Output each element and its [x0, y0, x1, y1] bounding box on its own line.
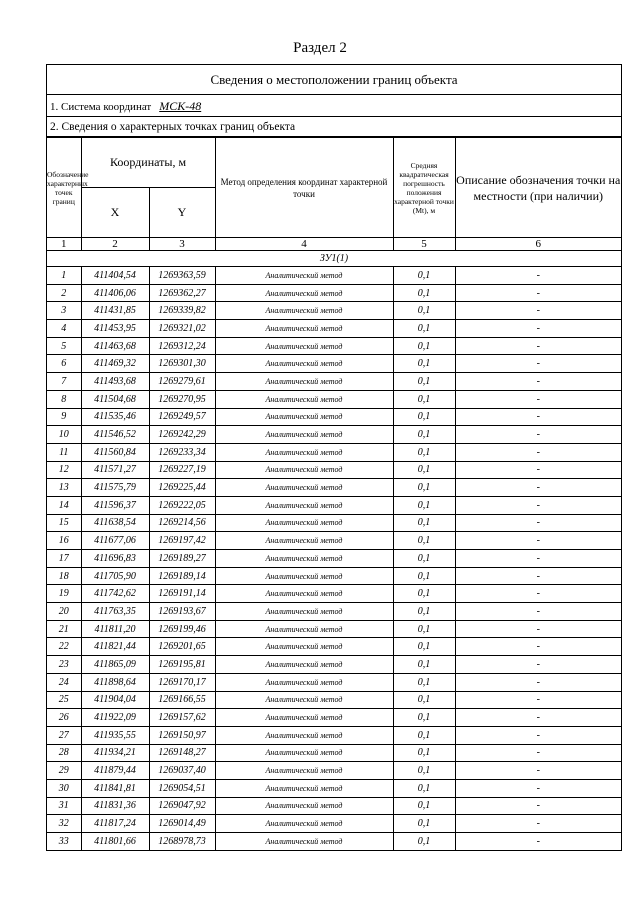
coord-y: 1269363,59	[149, 267, 215, 285]
description-cell: -	[455, 496, 621, 514]
description-cell: -	[455, 390, 621, 408]
method-cell: Аналитический метод	[215, 373, 393, 391]
method-cell: Аналитический метод	[215, 496, 393, 514]
error-cell: 0,1	[393, 673, 455, 691]
column-number: 1	[47, 238, 81, 251]
error-cell: 0,1	[393, 461, 455, 479]
column-number: 3	[149, 238, 215, 251]
point-number: 23	[47, 656, 81, 674]
description-cell: -	[455, 833, 621, 850]
description-cell: -	[455, 302, 621, 320]
coord-x: 411811,20	[81, 620, 149, 638]
coord-y: 1269339,82	[149, 302, 215, 320]
point-number: 2	[47, 284, 81, 302]
point-number: 17	[47, 550, 81, 568]
point-number: 9	[47, 408, 81, 426]
coord-x: 411696,83	[81, 550, 149, 568]
points-table	[47, 137, 621, 850]
column-numbers-row	[47, 238, 621, 251]
coordinate-system-value: МСК-48	[159, 99, 202, 113]
method-cell: Аналитический метод	[215, 709, 393, 727]
description-cell: -	[455, 479, 621, 497]
method-cell: Аналитический метод	[215, 833, 393, 850]
description-cell: -	[455, 550, 621, 568]
error-cell: 0,1	[393, 532, 455, 550]
coord-x: 411705,90	[81, 567, 149, 585]
coord-y: 1269197,42	[149, 532, 215, 550]
header-description: Описание обозначения точки на местности (при наличии)	[455, 138, 621, 238]
group-label: ЗУ1(1)	[47, 251, 621, 267]
coord-x: 411817,24	[81, 815, 149, 833]
point-number: 8	[47, 390, 81, 408]
description-cell: -	[455, 638, 621, 656]
points-section-title: 2. Сведения о характерных точках границ объекта	[47, 117, 621, 137]
document-title: Сведения о местоположении границ объекта	[47, 65, 621, 95]
coord-x: 411463,68	[81, 337, 149, 355]
coord-y: 1269150,97	[149, 726, 215, 744]
coord-y: 1269249,57	[149, 408, 215, 426]
point-number: 33	[47, 833, 81, 850]
description-cell: -	[455, 797, 621, 815]
error-cell: 0,1	[393, 373, 455, 391]
method-cell: Аналитический метод	[215, 408, 393, 426]
method-cell: Аналитический метод	[215, 797, 393, 815]
table-row	[47, 797, 621, 815]
header-coordinates: Координаты, м	[81, 138, 215, 188]
table-row	[47, 620, 621, 638]
description-cell: -	[455, 320, 621, 338]
point-number: 13	[47, 479, 81, 497]
coord-y: 1269201,65	[149, 638, 215, 656]
table-row	[47, 726, 621, 744]
error-cell: 0,1	[393, 797, 455, 815]
point-number: 31	[47, 797, 81, 815]
point-number: 6	[47, 355, 81, 373]
coord-x: 411560,84	[81, 443, 149, 461]
method-cell: Аналитический метод	[215, 390, 393, 408]
description-cell: -	[455, 355, 621, 373]
coord-x: 411404,54	[81, 267, 149, 285]
coord-x: 411571,27	[81, 461, 149, 479]
table-row	[47, 267, 621, 285]
coord-y: 1269170,17	[149, 673, 215, 691]
error-cell: 0,1	[393, 744, 455, 762]
description-cell: -	[455, 744, 621, 762]
method-cell: Аналитический метод	[215, 726, 393, 744]
header-method: Метод определения координат характерной точки	[215, 138, 393, 238]
description-cell: -	[455, 532, 621, 550]
table-row	[47, 461, 621, 479]
method-cell: Аналитический метод	[215, 461, 393, 479]
point-number: 20	[47, 603, 81, 621]
table-row	[47, 302, 621, 320]
coord-y: 1269148,27	[149, 744, 215, 762]
coord-y: 1269157,62	[149, 709, 215, 727]
point-number: 5	[47, 337, 81, 355]
coord-x: 411763,35	[81, 603, 149, 621]
coord-y: 1269166,55	[149, 691, 215, 709]
column-number: 2	[81, 238, 149, 251]
coord-y: 1269191,14	[149, 585, 215, 603]
method-cell: Аналитический метод	[215, 267, 393, 285]
point-number: 26	[47, 709, 81, 727]
description-cell: -	[455, 815, 621, 833]
method-cell: Аналитический метод	[215, 603, 393, 621]
section-title: Раздел 2	[293, 40, 347, 56]
point-number: 21	[47, 620, 81, 638]
coord-y: 1269362,27	[149, 284, 215, 302]
error-cell: 0,1	[393, 355, 455, 373]
coord-x: 411879,44	[81, 762, 149, 780]
point-number: 7	[47, 373, 81, 391]
coord-y: 1269189,14	[149, 567, 215, 585]
coord-y: 1269199,46	[149, 620, 215, 638]
point-number: 22	[47, 638, 81, 656]
coord-x: 411801,66	[81, 833, 149, 850]
method-cell: Аналитический метод	[215, 638, 393, 656]
method-cell: Аналитический метод	[215, 443, 393, 461]
point-number: 11	[47, 443, 81, 461]
table-row	[47, 638, 621, 656]
table-row	[47, 762, 621, 780]
coord-x: 411898,64	[81, 673, 149, 691]
table-row	[47, 390, 621, 408]
point-number: 14	[47, 496, 81, 514]
method-cell: Аналитический метод	[215, 815, 393, 833]
coord-x: 411935,55	[81, 726, 149, 744]
point-number: 19	[47, 585, 81, 603]
table-row	[47, 567, 621, 585]
point-number: 16	[47, 532, 81, 550]
table-row	[47, 585, 621, 603]
description-cell: -	[455, 691, 621, 709]
coord-x: 411469,32	[81, 355, 149, 373]
boundary-document	[46, 64, 622, 851]
description-cell: -	[455, 603, 621, 621]
description-cell: -	[455, 673, 621, 691]
coord-y: 1269189,27	[149, 550, 215, 568]
table-row	[47, 779, 621, 797]
table-row	[47, 815, 621, 833]
method-cell: Аналитический метод	[215, 479, 393, 497]
method-cell: Аналитический метод	[215, 355, 393, 373]
method-cell: Аналитический метод	[215, 514, 393, 532]
error-cell: 0,1	[393, 550, 455, 568]
table-row	[47, 373, 621, 391]
point-number: 24	[47, 673, 81, 691]
table-row	[47, 479, 621, 497]
point-number: 27	[47, 726, 81, 744]
coord-x: 411742,62	[81, 585, 149, 603]
coord-y: 1269014,49	[149, 815, 215, 833]
point-number: 15	[47, 514, 81, 532]
method-cell: Аналитический метод	[215, 284, 393, 302]
coordinate-system-line	[47, 95, 621, 117]
group-row	[47, 251, 621, 267]
point-number: 32	[47, 815, 81, 833]
column-number: 6	[455, 238, 621, 251]
table-row	[47, 355, 621, 373]
header-error: Средняя квадратическая погрешность положения характерной точки (Mt), м	[393, 138, 455, 238]
coord-y: 1269312,24	[149, 337, 215, 355]
table-row	[47, 744, 621, 762]
description-cell: -	[455, 267, 621, 285]
table-row	[47, 426, 621, 444]
description-cell: -	[455, 408, 621, 426]
method-cell: Аналитический метод	[215, 620, 393, 638]
column-number: 4	[215, 238, 393, 251]
error-cell: 0,1	[393, 426, 455, 444]
coord-x: 411922,09	[81, 709, 149, 727]
coord-x: 411934,21	[81, 744, 149, 762]
table-row	[47, 603, 621, 621]
description-cell: -	[455, 461, 621, 479]
error-cell: 0,1	[393, 638, 455, 656]
error-cell: 0,1	[393, 267, 455, 285]
coord-y: 1269222,05	[149, 496, 215, 514]
method-cell: Аналитический метод	[215, 673, 393, 691]
description-cell: -	[455, 656, 621, 674]
description-cell: -	[455, 779, 621, 797]
coordinate-system-label: 1. Система координат	[50, 101, 152, 113]
method-cell: Аналитический метод	[215, 532, 393, 550]
coord-x: 411546,52	[81, 426, 149, 444]
error-cell: 0,1	[393, 833, 455, 850]
coord-y: 1269047,92	[149, 797, 215, 815]
point-number: 3	[47, 302, 81, 320]
point-number: 28	[47, 744, 81, 762]
point-number: 1	[47, 267, 81, 285]
coord-x: 411504,68	[81, 390, 149, 408]
error-cell: 0,1	[393, 284, 455, 302]
coord-x: 411677,06	[81, 532, 149, 550]
error-cell: 0,1	[393, 620, 455, 638]
coord-y: 1269054,51	[149, 779, 215, 797]
description-cell: -	[455, 373, 621, 391]
coord-y: 1269233,34	[149, 443, 215, 461]
table-row	[47, 337, 621, 355]
table-row	[47, 833, 621, 850]
error-cell: 0,1	[393, 815, 455, 833]
coord-y: 1269321,02	[149, 320, 215, 338]
coord-x: 411841,81	[81, 779, 149, 797]
error-cell: 0,1	[393, 514, 455, 532]
method-cell: Аналитический метод	[215, 426, 393, 444]
description-cell: -	[455, 726, 621, 744]
header-y: Y	[149, 188, 215, 238]
method-cell: Аналитический метод	[215, 779, 393, 797]
method-cell: Аналитический метод	[215, 656, 393, 674]
method-cell: Аналитический метод	[215, 567, 393, 585]
error-cell: 0,1	[393, 443, 455, 461]
coord-y: 1268978,73	[149, 833, 215, 850]
error-cell: 0,1	[393, 762, 455, 780]
table-row	[47, 691, 621, 709]
error-cell: 0,1	[393, 320, 455, 338]
table-row	[47, 514, 621, 532]
description-cell: -	[455, 284, 621, 302]
table-row	[47, 320, 621, 338]
error-cell: 0,1	[393, 691, 455, 709]
table-row	[47, 709, 621, 727]
coord-y: 1269270,95	[149, 390, 215, 408]
error-cell: 0,1	[393, 709, 455, 727]
coord-y: 1269301,30	[149, 355, 215, 373]
method-cell: Аналитический метод	[215, 320, 393, 338]
error-cell: 0,1	[393, 726, 455, 744]
method-cell: Аналитический метод	[215, 337, 393, 355]
coord-x: 411535,46	[81, 408, 149, 426]
error-cell: 0,1	[393, 408, 455, 426]
coord-x: 411638,54	[81, 514, 149, 532]
error-cell: 0,1	[393, 585, 455, 603]
table-row	[47, 550, 621, 568]
method-cell: Аналитический метод	[215, 302, 393, 320]
point-number: 30	[47, 779, 81, 797]
error-cell: 0,1	[393, 302, 455, 320]
point-number: 29	[47, 762, 81, 780]
coord-y: 1269242,29	[149, 426, 215, 444]
coord-y: 1269279,61	[149, 373, 215, 391]
table-row	[47, 284, 621, 302]
point-number: 10	[47, 426, 81, 444]
error-cell: 0,1	[393, 603, 455, 621]
coord-x: 411904,04	[81, 691, 149, 709]
error-cell: 0,1	[393, 390, 455, 408]
table-row	[47, 443, 621, 461]
error-cell: 0,1	[393, 337, 455, 355]
error-cell: 0,1	[393, 479, 455, 497]
method-cell: Аналитический метод	[215, 550, 393, 568]
table-row	[47, 673, 621, 691]
table-row	[47, 656, 621, 674]
coord-x: 411493,68	[81, 373, 149, 391]
error-cell: 0,1	[393, 779, 455, 797]
coord-y: 1269037,40	[149, 762, 215, 780]
error-cell: 0,1	[393, 567, 455, 585]
table-row	[47, 408, 621, 426]
description-cell: -	[455, 585, 621, 603]
description-cell: -	[455, 514, 621, 532]
point-number: 25	[47, 691, 81, 709]
coord-x: 411596,37	[81, 496, 149, 514]
coord-x: 411431,85	[81, 302, 149, 320]
description-cell: -	[455, 337, 621, 355]
coord-x: 411406,06	[81, 284, 149, 302]
coord-x: 411831,36	[81, 797, 149, 815]
method-cell: Аналитический метод	[215, 744, 393, 762]
column-number: 5	[393, 238, 455, 251]
point-number: 4	[47, 320, 81, 338]
method-cell: Аналитический метод	[215, 691, 393, 709]
description-cell: -	[455, 620, 621, 638]
coord-y: 1269195,81	[149, 656, 215, 674]
description-cell: -	[455, 443, 621, 461]
coord-y: 1269225,44	[149, 479, 215, 497]
header-x: X	[81, 188, 149, 238]
table-row	[47, 496, 621, 514]
table-row	[47, 532, 621, 550]
description-cell: -	[455, 426, 621, 444]
method-cell: Аналитический метод	[215, 585, 393, 603]
error-cell: 0,1	[393, 496, 455, 514]
description-cell: -	[455, 567, 621, 585]
coord-x: 411453,95	[81, 320, 149, 338]
coord-x: 411821,44	[81, 638, 149, 656]
description-cell: -	[455, 709, 621, 727]
description-cell: -	[455, 762, 621, 780]
error-cell: 0,1	[393, 656, 455, 674]
coord-y: 1269227,19	[149, 461, 215, 479]
coord-x: 411575,79	[81, 479, 149, 497]
coord-x: 411865,09	[81, 656, 149, 674]
header-designation: Обозначение характерных точек границ	[47, 138, 81, 238]
method-cell: Аналитический метод	[215, 762, 393, 780]
point-number: 18	[47, 567, 81, 585]
point-number: 12	[47, 461, 81, 479]
coord-y: 1269214,56	[149, 514, 215, 532]
coord-y: 1269193,67	[149, 603, 215, 621]
